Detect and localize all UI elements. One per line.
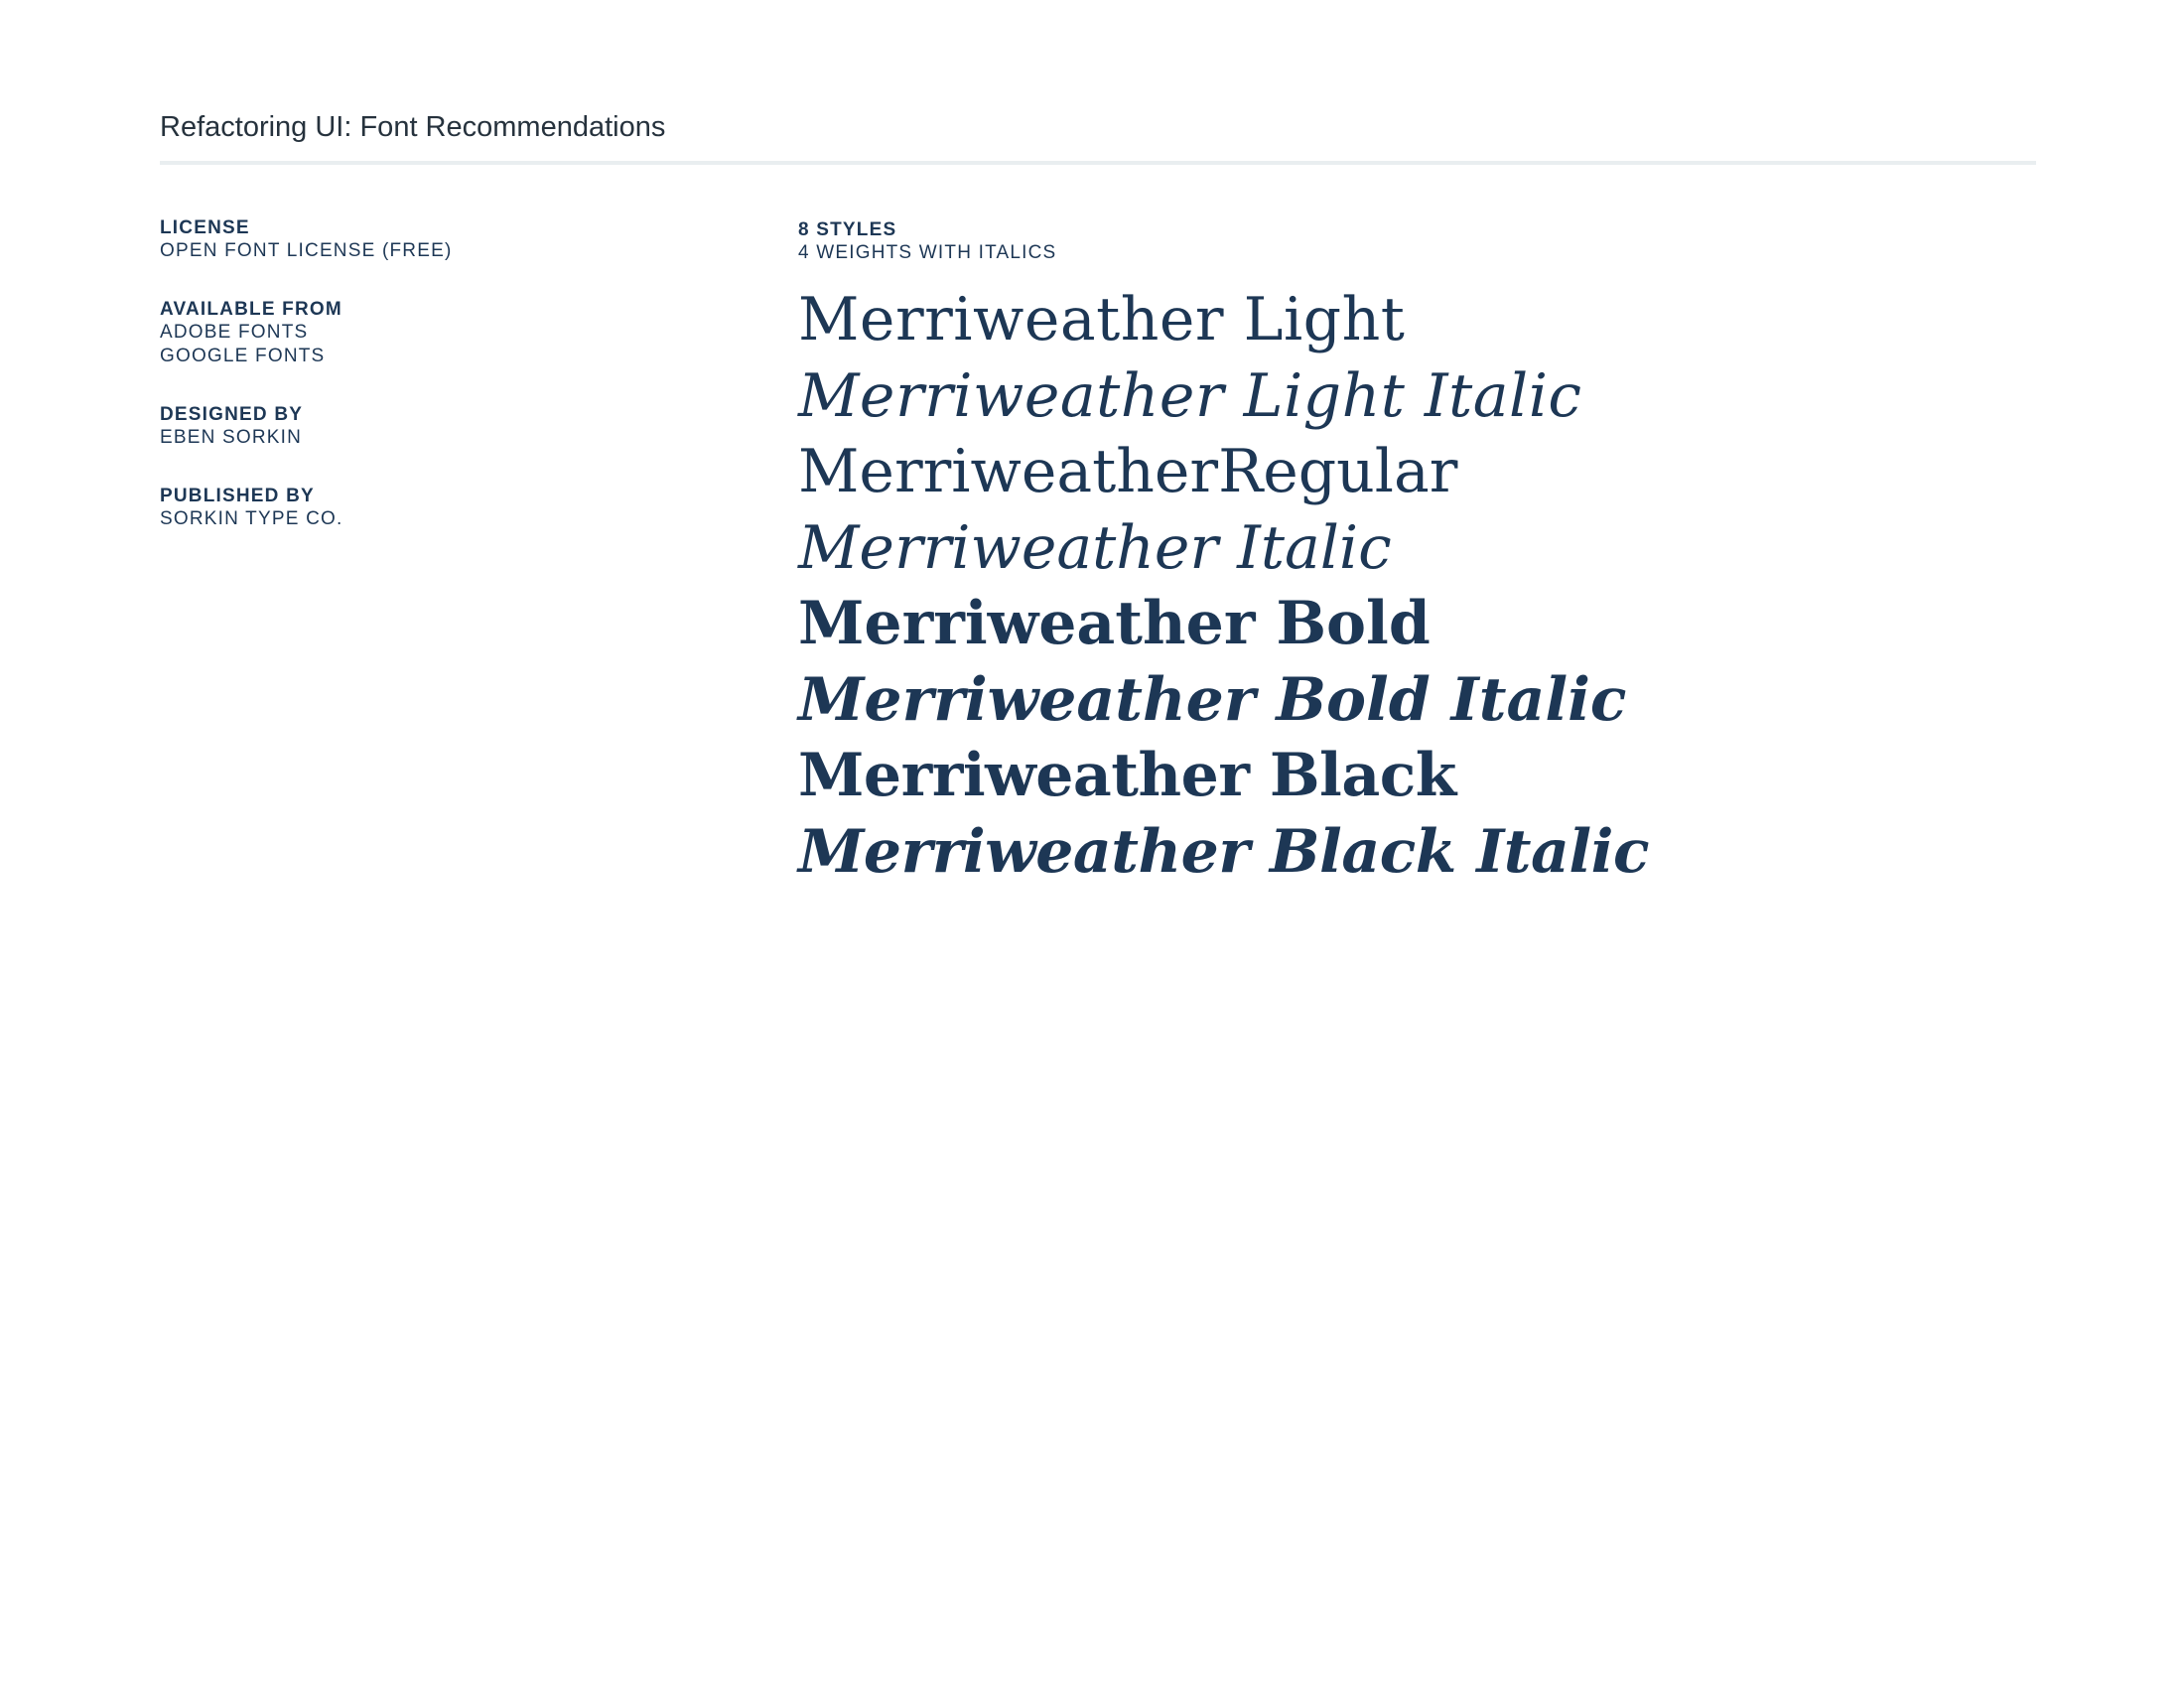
specimen-black: Merriweather Black <box>798 741 1456 810</box>
page-header <box>160 107 2036 165</box>
license-value: OPEN FONT LICENSE (FREE) <box>160 240 453 261</box>
font-styles-column <box>798 218 2029 890</box>
specimen-bold-italic: Merriweather Bold Italic <box>798 664 1627 735</box>
available-from-label: AVAILABLE FROM <box>160 299 342 320</box>
available-from-adobe: ADOBE FONTS <box>160 322 309 343</box>
specimen-list <box>798 282 2029 890</box>
styles-subtitle: 4 WEIGHTS WITH ITALICS <box>798 242 1057 263</box>
specimen-light: Merriweather Light <box>798 285 1406 354</box>
specimen-black-italic: Merriweather Black Italic <box>798 816 1649 887</box>
published-by-label: PUBLISHED BY <box>160 486 315 506</box>
designed-by-block <box>160 403 716 450</box>
specimen-light-italic: Merriweather Light Italic <box>798 360 1582 431</box>
designed-by-value: EBEN SORKIN <box>160 427 303 448</box>
available-from-google: GOOGLE FONTS <box>160 346 326 366</box>
specimen-italic: Merriweather Italic <box>798 512 1392 583</box>
font-meta-column <box>160 216 716 566</box>
specimen-bold: Merriweather Bold <box>798 589 1431 658</box>
published-by-value: SORKIN TYPE CO. <box>160 508 343 529</box>
available-from-block <box>160 298 716 368</box>
designed-by-label: DESIGNED BY <box>160 404 304 425</box>
license-label: LICENSE <box>160 217 250 238</box>
license-block <box>160 216 716 263</box>
published-by-block <box>160 485 716 531</box>
page-title: Refactoring UI: Font Recommendations <box>160 111 666 143</box>
styles-count: 8 STYLES <box>798 219 897 240</box>
specimen-regular: MerriweatherRegular <box>798 437 1458 506</box>
